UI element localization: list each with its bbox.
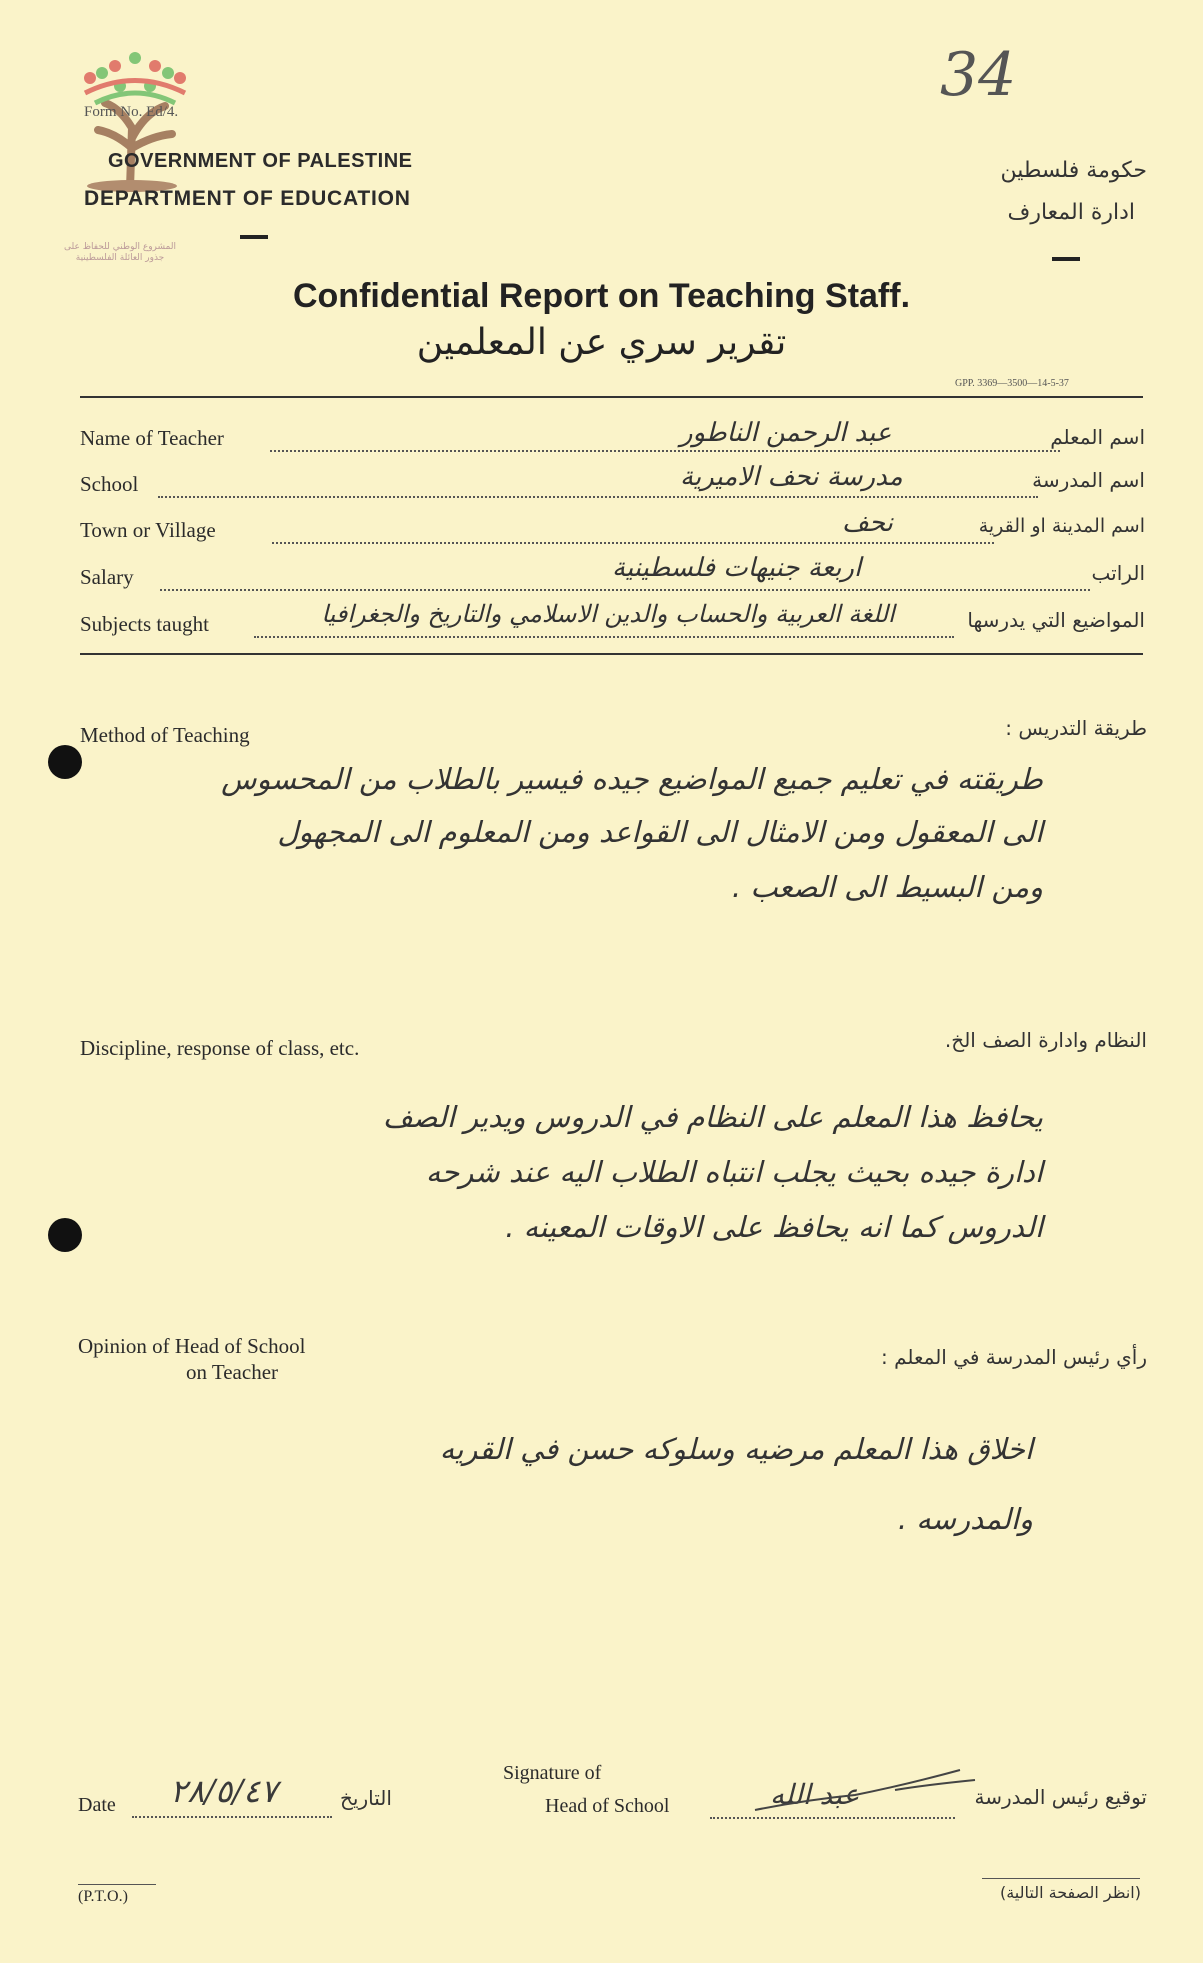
- date-label-ar: التاريخ: [340, 1786, 392, 1810]
- opinion-line-1: اخلاق هذا المعلم مرضيه وسلوكه حسن في القريه: [439, 1432, 1033, 1466]
- print-code: GPP. 3369—3500—14-5-37: [955, 378, 1069, 389]
- report-title-en: Confidential Report on Teaching Staff.: [292, 277, 911, 315]
- method-label-ar: طريقة التدريس :: [1005, 716, 1147, 740]
- field-salary-line: [160, 589, 1090, 591]
- field-salary-value: اربعة جنيهات فلسطينية: [612, 553, 862, 583]
- signature-label-en-1: Signature of: [503, 1762, 602, 1784]
- field-salary-ar: الراتب: [1091, 561, 1145, 585]
- department-en: DEPARTMENT OF EDUCATION: [84, 187, 411, 210]
- department-ar: ادارة المعارف: [1007, 200, 1135, 225]
- signature-label-ar: توقيع رئيس المدرسة: [974, 1785, 1147, 1809]
- top-rule: [80, 396, 1143, 398]
- signature-label-en-2: Head of School: [545, 1795, 670, 1817]
- method-line-1: طريقته في تعليم جميع المواضيع جيده فيسير بالطلاب من المحسوس: [221, 762, 1043, 796]
- header-divider-left: [240, 235, 268, 239]
- field-school-ar: اسم المدرسة: [1032, 468, 1145, 492]
- discipline-label-ar: النظام وادارة الصف الخ.: [944, 1028, 1147, 1052]
- government-ar: حكومة فلسطين: [1000, 158, 1147, 183]
- field-subjects-label: Subjects taught: [80, 612, 209, 636]
- discipline-line-2: ادارة جيده بحيث يجلب انتباه الطلاب اليه عند شرحه: [425, 1155, 1043, 1189]
- signature-scribble: [745, 1760, 995, 1820]
- fields-bottom-rule: [80, 653, 1143, 655]
- field-subjects-value: اللغة العربية والحساب والدين الاسلامي والتاريخ والجغرافيا: [321, 600, 895, 628]
- report-title-ar: تقرير سري عن المعلمين: [416, 322, 787, 363]
- field-subjects-line: [254, 636, 954, 638]
- pto-ar-rule: [982, 1878, 1140, 1879]
- field-town-ar: اسم المدينة او القرية: [978, 515, 1145, 537]
- method-label-en: Method of Teaching: [80, 723, 250, 747]
- field-town-label: Town or Village: [80, 518, 216, 542]
- punch-hole-top: [48, 745, 82, 779]
- pto-en: (P.T.O.): [78, 1888, 128, 1905]
- form-number: Form No. Ed/4.: [84, 104, 179, 120]
- field-subjects-ar: المواضيع التي يدرسها: [967, 608, 1145, 632]
- field-school-label: School: [80, 472, 139, 496]
- date-line: [132, 1816, 332, 1818]
- method-line-3: ومن البسيط الى الصعب .: [731, 870, 1043, 904]
- opinion-label-en-2: on Teacher: [186, 1360, 279, 1384]
- tree-logo-watermark: [60, 48, 210, 198]
- punch-hole-bottom: [48, 1218, 82, 1252]
- logo-caption: المشروع الوطني للحفاظ على جذور العائلة الفلسطينية: [63, 242, 176, 263]
- signature-value: عبد الله: [770, 1778, 860, 1811]
- field-name-ar: اسم المعلم: [1050, 425, 1145, 449]
- page-number: 34: [940, 40, 1017, 110]
- field-town-line: [272, 542, 994, 544]
- date-value: ٢٨/٥/٤٧: [170, 1772, 278, 1810]
- field-name-line: [270, 450, 1060, 452]
- opinion-line-2: والمدرسه .: [897, 1502, 1033, 1536]
- discipline-label-en: Discipline, response of class, etc.: [80, 1036, 360, 1060]
- opinion-label-ar: رأي رئيس المدرسة في المعلم :: [880, 1345, 1147, 1369]
- field-salary-label: Salary: [80, 565, 134, 589]
- header-divider-right: [1052, 257, 1080, 261]
- discipline-line-3: الدروس كما انه يحافظ على الاوقات المعينه .: [505, 1210, 1043, 1244]
- field-school-value: مدرسة نحف الاميرية: [680, 462, 903, 492]
- pto-rule: [78, 1884, 156, 1885]
- field-school-line: [158, 496, 1038, 498]
- opinion-label-en-1: Opinion of Head of School: [78, 1334, 306, 1358]
- method-line-2: الى المعقول ومن الامثال الى القواعد ومن المعلوم الى المجهول: [277, 815, 1043, 849]
- field-name-value: عبد الرحمن الناطور: [680, 418, 892, 448]
- government-en: GOVERNMENT OF PALESTINE: [108, 150, 413, 172]
- discipline-line-1: يحافظ هذا المعلم على النظام في الدروس ويدير الصف: [382, 1100, 1043, 1134]
- pto-ar: (انظر الصفحة التالية): [999, 1883, 1141, 1902]
- date-label-en: Date: [78, 1794, 116, 1816]
- field-town-value: نحف: [842, 508, 893, 538]
- field-name-label: Name of Teacher: [80, 426, 224, 450]
